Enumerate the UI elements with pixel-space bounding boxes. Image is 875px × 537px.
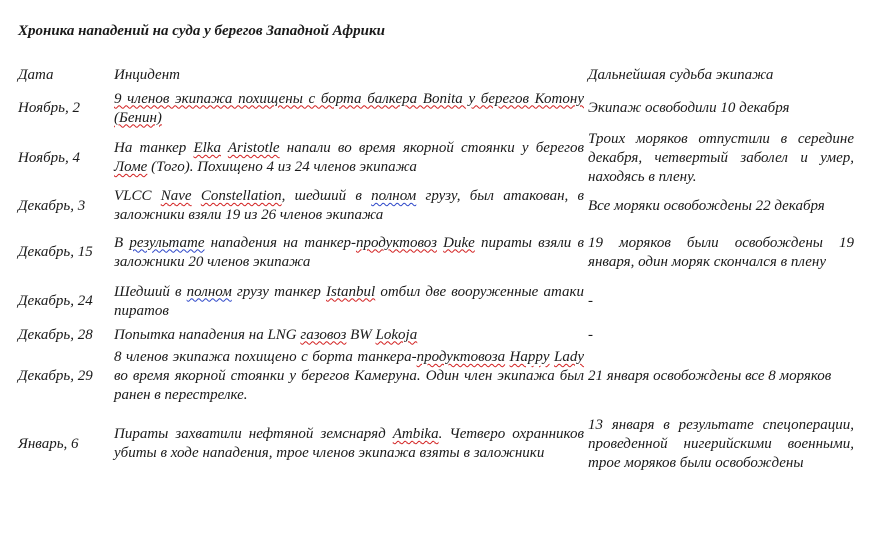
fate-text-segment: - — [588, 326, 593, 343]
incident-text-segment: Istanbul — [326, 283, 376, 300]
table-row — [16, 347, 856, 406]
fate-text-segment: 19 моряков были освобождены 19 января, один моряк скончался в плену — [588, 234, 854, 270]
incident-text-segment: VLCC — [114, 188, 161, 204]
incident-text-segment: напали во время якорной стоянки у берегов — [279, 140, 584, 156]
incident-text-segment: Ломе — [114, 159, 148, 175]
fate-text-segment: Троих моряков отпустили в середине декабря, четвертый заболел и умер, находясь в плену. — [588, 130, 854, 185]
incident-text-segment: полном — [371, 188, 417, 204]
incident-text-segment: Шедший в — [114, 283, 187, 300]
incident-text-segment: Nave — [160, 188, 192, 204]
incident-text-segment: полном — [186, 283, 232, 300]
incident-text-segment: грузу, был атакован, в заложники взяли 19 из 26 членов экипажа — [114, 188, 585, 223]
incident-text-segment: пираты взяли в заложники 20 членов экипажа — [114, 234, 584, 270]
incident-text-segment: продуктовоза — [416, 349, 506, 365]
row-date: Январь, 6 — [18, 435, 79, 452]
incident-text-segment: (Того). Похищено 4 из 24 членов экипажа — [147, 159, 417, 175]
incident-text-segment: Пираты захватили нефтяной земснаряд — [114, 426, 393, 442]
row-incident — [112, 225, 586, 280]
table-row — [16, 323, 856, 347]
incident-text-segment: газовоз — [300, 326, 347, 343]
incident-text-segment: Попытка нападения на LNG — [114, 326, 301, 343]
incident-text-segment: Elka — [193, 140, 221, 156]
row-date: Декабрь, 28 — [18, 326, 93, 343]
row-fate — [586, 347, 856, 406]
incident-text-segment: отбил две вооруженные атаки пиратов — [114, 283, 585, 319]
row-incident — [112, 88, 586, 129]
row-incident — [112, 323, 586, 347]
table-row — [16, 280, 856, 323]
row-date: Декабрь, 24 — [18, 293, 93, 309]
incident-text-segment: Happy — [509, 349, 550, 365]
incident-text-segment: результате — [129, 234, 205, 251]
row-incident — [112, 406, 586, 482]
incident-text-segment — [192, 188, 201, 204]
incident-text-segment: На танкер — [114, 140, 194, 156]
header-incident: Инцидент — [114, 66, 180, 83]
row-incident — [112, 129, 586, 187]
header-fate: Дальнейшая судьба экипажа — [588, 66, 774, 83]
row-fate — [586, 187, 856, 225]
incident-text-segment: 9 членов экипажа похищены с борта балкера Bonita у берегов Котону (Бенин) — [114, 90, 584, 126]
row-date: Декабрь, 15 — [18, 244, 93, 260]
incident-text-segment: Aristotle — [227, 140, 280, 156]
incident-text-segment: грузу танкер — [231, 283, 327, 300]
table-row — [16, 225, 856, 280]
table-row — [16, 88, 856, 129]
incident-text-segment: во время якорной стоянки у берегов Камеруна. Один член экипажа был ранен в перестрелке. — [114, 368, 584, 403]
fate-text-segment: - — [588, 293, 593, 309]
row-date: Ноябрь, 4 — [18, 149, 80, 166]
table-header-row — [16, 62, 856, 88]
fate-text-segment: Все моряки освобождены 22 декабря — [588, 197, 825, 214]
row-incident — [112, 280, 586, 323]
row-fate — [586, 280, 856, 323]
incident-text-segment: Constellation — [200, 188, 282, 204]
incident-text-segment: нападения на танкер- — [204, 234, 356, 251]
table-row — [16, 129, 856, 187]
row-date: Ноябрь, 2 — [18, 100, 80, 116]
incident-text-segment: . Четверо охранников убиты в ходе нападения, трое членов экипажа взяты в заложники — [114, 426, 584, 461]
incident-text-segment — [221, 140, 228, 156]
document-title: Хроника нападений на суда у берегов Западной Африки — [18, 23, 385, 39]
incident-text-segment: Ambika — [392, 426, 439, 442]
fate-text-segment: 13 января в результате спецоперации, проведенной нигерийскими военными, трое моряков были освобождены — [588, 416, 854, 471]
incident-text-segment: Lady — [554, 349, 585, 365]
incident-text-segment: В — [114, 234, 130, 251]
row-incident — [112, 187, 586, 225]
incident-text-segment: , шедший в — [281, 188, 372, 204]
incident-text-segment: Duke — [443, 234, 475, 251]
row-fate — [586, 88, 856, 129]
row-fate — [586, 225, 856, 280]
table-row — [16, 187, 856, 225]
fate-text-segment: Экипаж освободили 10 декабря — [588, 100, 790, 116]
row-incident — [112, 347, 586, 406]
row-fate — [586, 406, 856, 482]
incident-text-segment: Lokoja — [375, 326, 418, 343]
row-fate — [586, 129, 856, 187]
row-fate — [586, 323, 856, 347]
incident-text-segment: продуктовоз — [355, 234, 437, 251]
incident-text-segment: BW — [346, 326, 376, 343]
fate-text-segment: 21 января освобождены все 8 моряков — [588, 368, 832, 384]
incident-text-segment: 8 членов экипажа похищено с борта танкера- — [114, 349, 417, 365]
table-row — [16, 406, 856, 482]
row-date: Декабрь, 29 — [18, 368, 93, 384]
attacks-table — [16, 62, 856, 482]
header-date: Дата — [18, 66, 54, 83]
row-date: Декабрь, 3 — [18, 197, 86, 214]
